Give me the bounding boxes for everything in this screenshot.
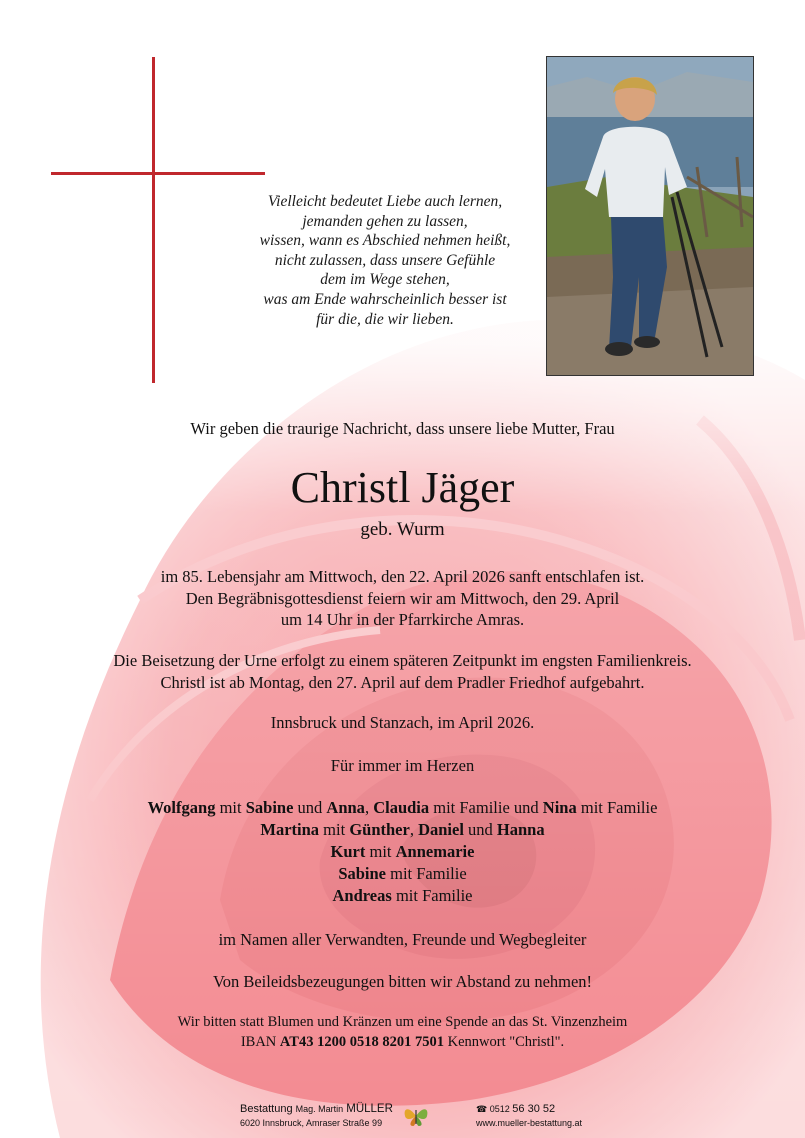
text-line: um 14 Uhr in der Pfarrkirche Amras. bbox=[280, 610, 525, 629]
funeral-home-footer bbox=[240, 1102, 583, 1132]
poem bbox=[215, 192, 555, 329]
phone-number: 56 30 52 bbox=[512, 1103, 556, 1115]
cross-icon-horizontal bbox=[51, 172, 265, 175]
text-line: Wir bitten statt Blumen und Kränzen um eine Spende an das St. Vinzenzheim bbox=[177, 1014, 628, 1030]
death-announcement bbox=[0, 566, 805, 631]
family-list bbox=[0, 797, 805, 907]
poem-line: wissen, wann es Abschied nehmen heißt, bbox=[259, 232, 511, 250]
text-line: Den Begräbnisgottesdienst feiern wir am Mittwoch, den 29. April bbox=[185, 588, 620, 608]
poem-line: jemanden gehen zu lassen, bbox=[302, 212, 468, 230]
cross-icon-vertical bbox=[152, 57, 155, 383]
family-line: Andreas mit Familie bbox=[332, 886, 473, 905]
website: www.mueller-bestattung.at bbox=[476, 1118, 583, 1128]
iban-line: IBAN AT43 1200 0518 8201 7501 Kennwort "Christl". bbox=[240, 1034, 565, 1050]
condolences-text: Von Beileidsbezeugungen bitten wir Abstand zu nehmen! bbox=[212, 972, 593, 991]
text-line: im 85. Lebensjahr am Mittwoch, den 22. April 2026 sanft entschlafen ist. bbox=[160, 567, 645, 586]
intro-text: Wir geben die traurige Nachricht, dass unsere liebe Mutter, Frau bbox=[190, 419, 615, 438]
portrait-photo bbox=[546, 56, 754, 376]
poem-line: dem im Wege stehen, bbox=[320, 271, 450, 289]
company-name: Bestattung bbox=[240, 1103, 293, 1115]
deceased-name: Christl Jäger bbox=[290, 463, 515, 512]
butterfly-logo-icon bbox=[403, 1104, 429, 1128]
forever-text: Für immer im Herzen bbox=[330, 756, 475, 775]
family-line: Sabine mit Familie bbox=[338, 864, 467, 883]
funeral-home-info: Bestattung Mag. Martin MÜLLER 6020 Innsbruck, Amraser Straße 99 bbox=[240, 1103, 393, 1128]
poem-line: für die, die wir lieben. bbox=[316, 310, 454, 328]
poem-line: nicht zulassen, dass unsere Gefühle bbox=[274, 251, 496, 269]
phone-icon: ☎ bbox=[476, 1104, 488, 1114]
burial-info bbox=[0, 650, 805, 693]
text-line: Christl ist ab Montag, den 27. April auf dem Pradler Friedhof aufgebahrt. bbox=[160, 672, 645, 692]
relatives-text: im Namen aller Verwandten, Freunde und Wegbegleiter bbox=[218, 930, 587, 949]
contact-info: ☎ 0512 56 30 52 www.mueller-bestattung.at bbox=[476, 1103, 583, 1128]
owner-name: MÜLLER bbox=[346, 1103, 393, 1115]
address: 6020 Innsbruck, Amraser Straße 99 bbox=[240, 1118, 383, 1128]
poem-line: was am Ende wahrscheinlich besser ist bbox=[263, 290, 507, 308]
poem-line: Vielleicht bedeutet Liebe auch lernen, bbox=[267, 193, 503, 210]
text-line: Die Beisetzung der Urne erfolgt zu einem späteren Zeitpunkt im engsten Familienkreis. bbox=[113, 651, 692, 670]
place-date: Innsbruck und Stanzach, im April 2026. bbox=[270, 713, 535, 732]
donation-info bbox=[0, 1012, 805, 1052]
birth-name: geb. Wurm bbox=[360, 519, 445, 540]
family-line: Kurt mit Annemarie bbox=[330, 842, 475, 861]
family-line: Wolfgang mit Sabine und Anna, Claudia mit Familie und Nina mit Familie bbox=[147, 798, 658, 817]
family-line: Martina mit Günther, Daniel und Hanna bbox=[260, 820, 545, 839]
